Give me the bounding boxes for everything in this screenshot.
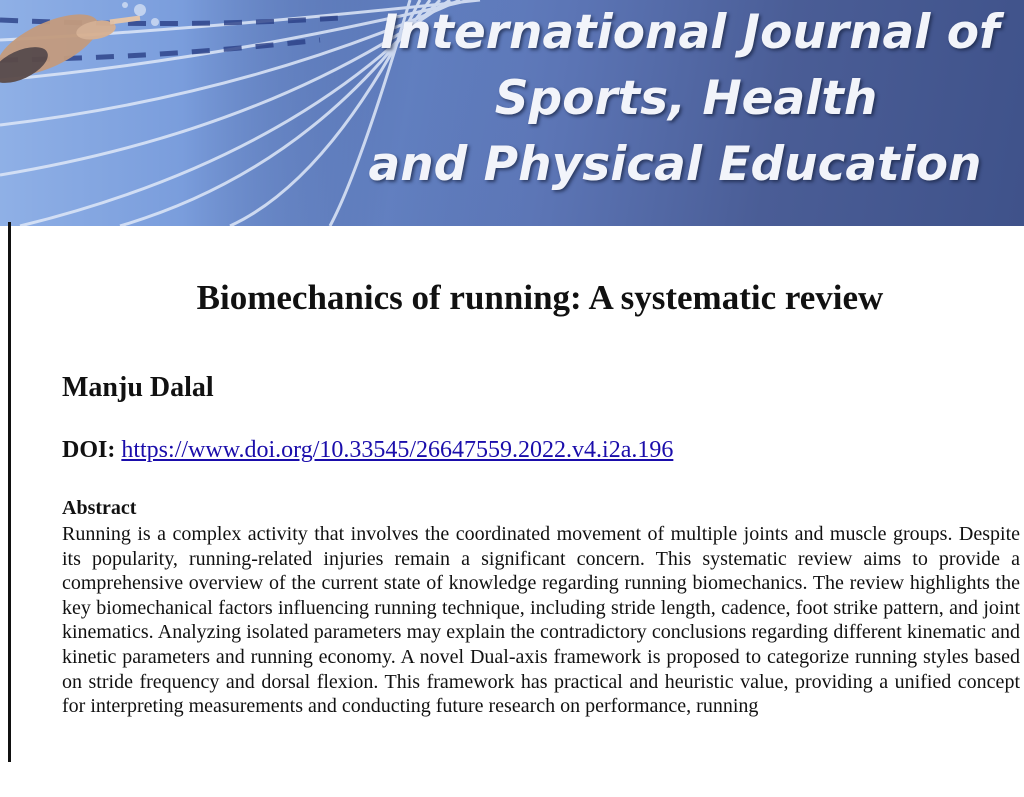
journal-title: [330, 0, 1024, 226]
abstract-text: Running is a complex activity that involves the coordinated movement of multiple joints and muscle groups. Despite its popularity, running-related injuries remain a significant concern. This systematic review aims to provide a comprehensive overview of the current state of knowledge regarding running biomechanics. The review highlights the key biomechanical factors influencing running technique, including stride length, cadence, foot strike pattern, and joint kinematics. Analyzing isolated parameters may explain the contradictory conclusions regarding different kinematic and kinetic parameters and running economy. A novel Dual-axis framework is proposed to categorize running styles based on stride frequency and dorsal flexion. This framework has practical and heuristic value, providing a unified concept for interpreting measurements and conducting future research on performance, running: [62, 523, 1020, 718]
abstract-heading: Abstract: [62, 497, 137, 519]
author-name: Manju Dalal: [62, 372, 214, 403]
journal-banner: [0, 0, 1024, 226]
doi-link[interactable]: https://www.doi.org/10.33545/26647559.2022.v4.i2a.196: [121, 437, 674, 463]
doi-line: [62, 437, 673, 464]
doi-label: DOI:: [62, 437, 116, 463]
journal-title-line-1: International Journal of: [380, 5, 1000, 60]
journal-title-line-2: Sports, Health: [494, 71, 878, 126]
journal-title-line-3: and Physical Education: [368, 137, 982, 192]
paper-title: Biomechanics of running: A systematic review: [196, 278, 884, 317]
